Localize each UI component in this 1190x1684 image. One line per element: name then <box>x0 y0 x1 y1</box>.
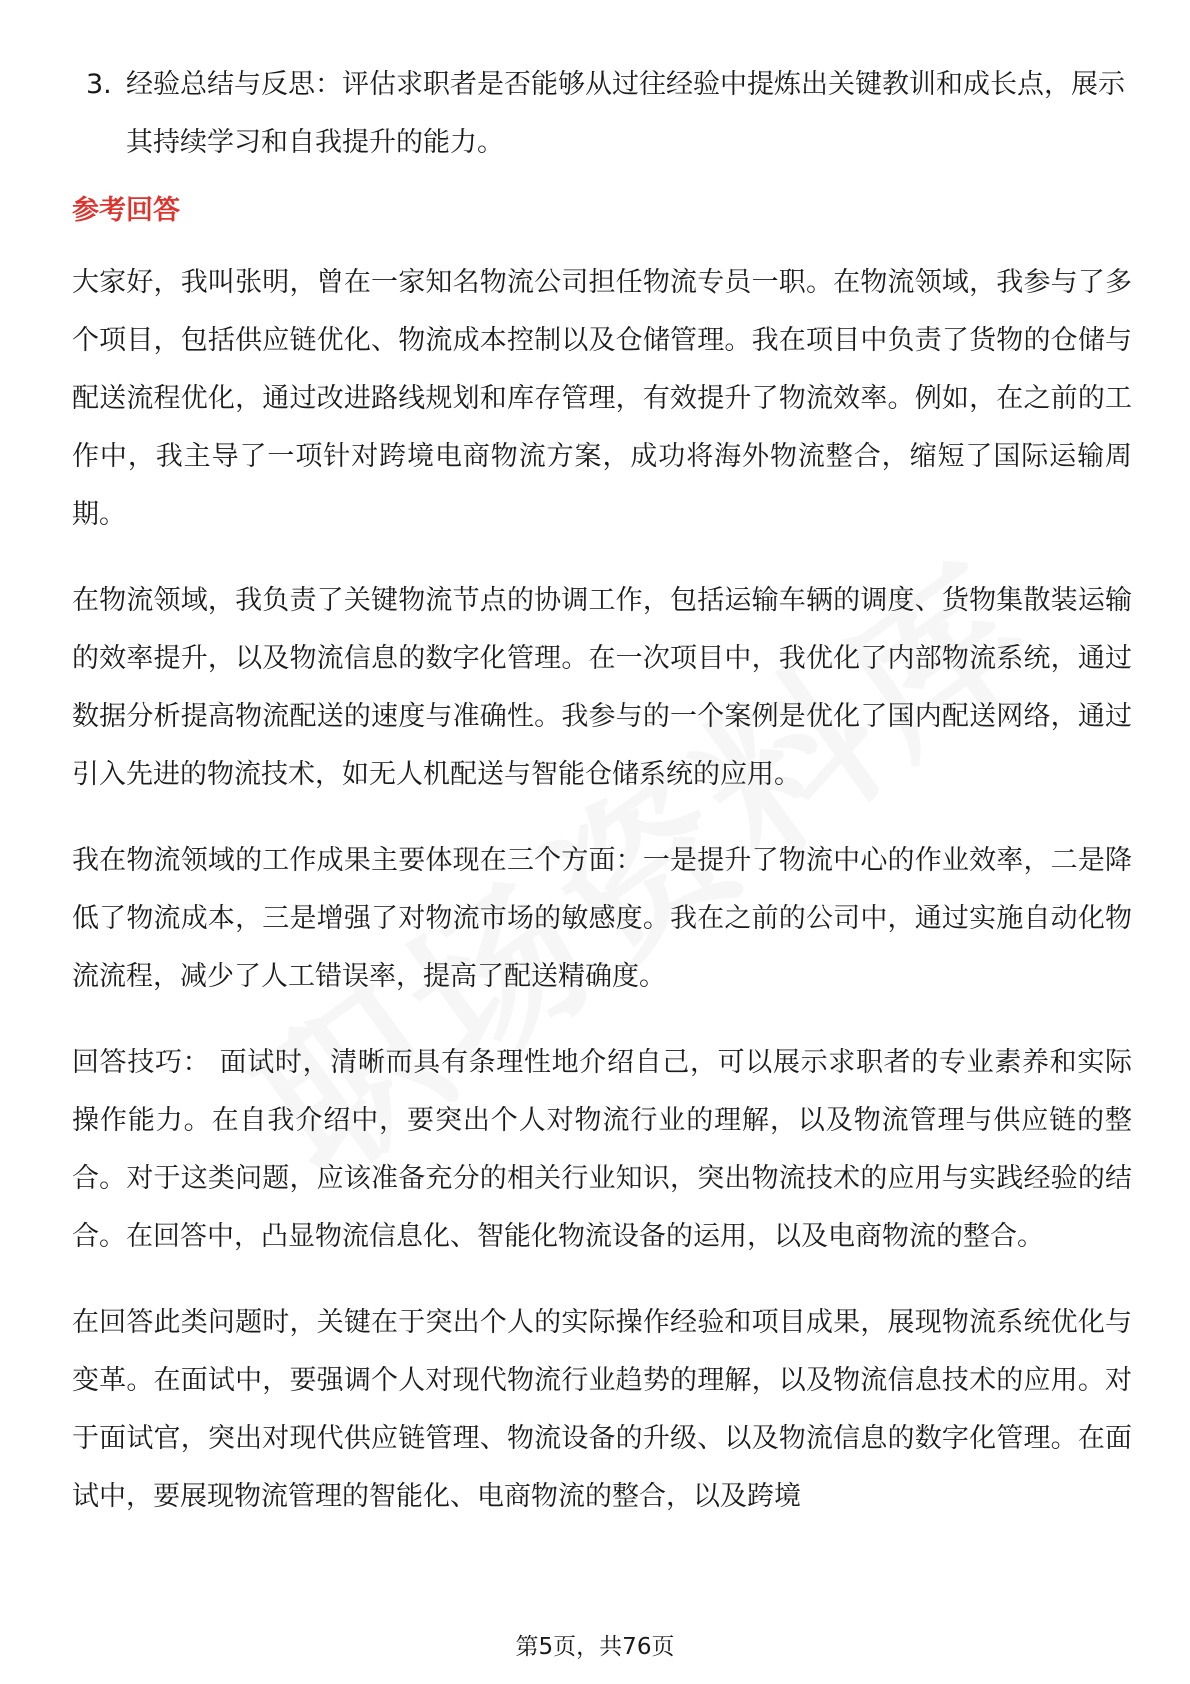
page-number-footer: 第5页，共76页 <box>515 1634 675 1660</box>
paragraph-self-introduction: 大家好，我叫张明，曾在一家知名物流公司担任物流专员一职。在物流领域，我参与了多个项目，包括供应链优化、物流成本控制以及仓储管理。我在项目中负责了货物的仓储与配送流程优化，通过改进路线规划和库存管理，有效提升了物流效率。例如，在之前的工作中，我主导了一项针对跨境电商物流方案，成功将海外物流整合，缩短了国际运输周期。 <box>72 267 1132 530</box>
paragraph-answer-tips: 回答技巧： 面试时，清晰而具有条理性地介绍自己，可以展示求职者的专业素养和实际操作能力。在自我介绍中，要突出个人对物流行业的理解，以及物流管理与供应链的整合。对于这类问题，应该准备充分的相关行业知识，突出物流技术的应用与实践经验的结合。在回答中，凸显物流信息化、智能化物流设备的运用，以及电商物流的整合。 <box>72 1047 1132 1252</box>
list-item-3 <box>86 56 1132 172</box>
paragraph-key-points: 在回答此类问题时，关键在于突出个人的实际操作经验和项目成果，展现物流系统优化与变革。在面试中，要强调个人对现代物流行业趋势的理解，以及物流信息技术的应用。对于面试官，突出对现代供应链管理、物流设备的升级、以及物流信息的数字化管理。在面试中，要展现物流管理的智能化、电商物流的整合，以及跨境 <box>72 1307 1132 1512</box>
list-item-number: 3. <box>86 69 112 100</box>
paragraph-responsibilities: 在物流领域，我负责了关键物流节点的协调工作，包括运输车辆的调度、货物集散装运输的效率提升，以及物流信息的数字化管理。在一次项目中，我优化了内部物流系统，通过数据分析提高物流配送的速度与准确性。我参与的一个案例是优化了国内配送网络，通过引入先进的物流技术，如无人机配送与智能仓储系统的应用。 <box>72 585 1132 790</box>
section-heading-reference-answer: 参考回答 <box>72 195 180 226</box>
paragraph-achievements: 我在物流领域的工作成果主要体现在三个方面：一是提升了物流中心的作业效率，二是降低了物流成本，三是增强了对物流市场的敏感度。我在之前的公司中，通过实施自动化物流流程，减少了人工错误率，提高了配送精确度。 <box>72 845 1132 992</box>
list-item-text: 经验总结与反思：评估求职者是否能够从过往经验中提炼出关键教训和成长点，展示其持续学习和自我提升的能力。 <box>126 69 1125 158</box>
page-content <box>72 56 1132 1554</box>
